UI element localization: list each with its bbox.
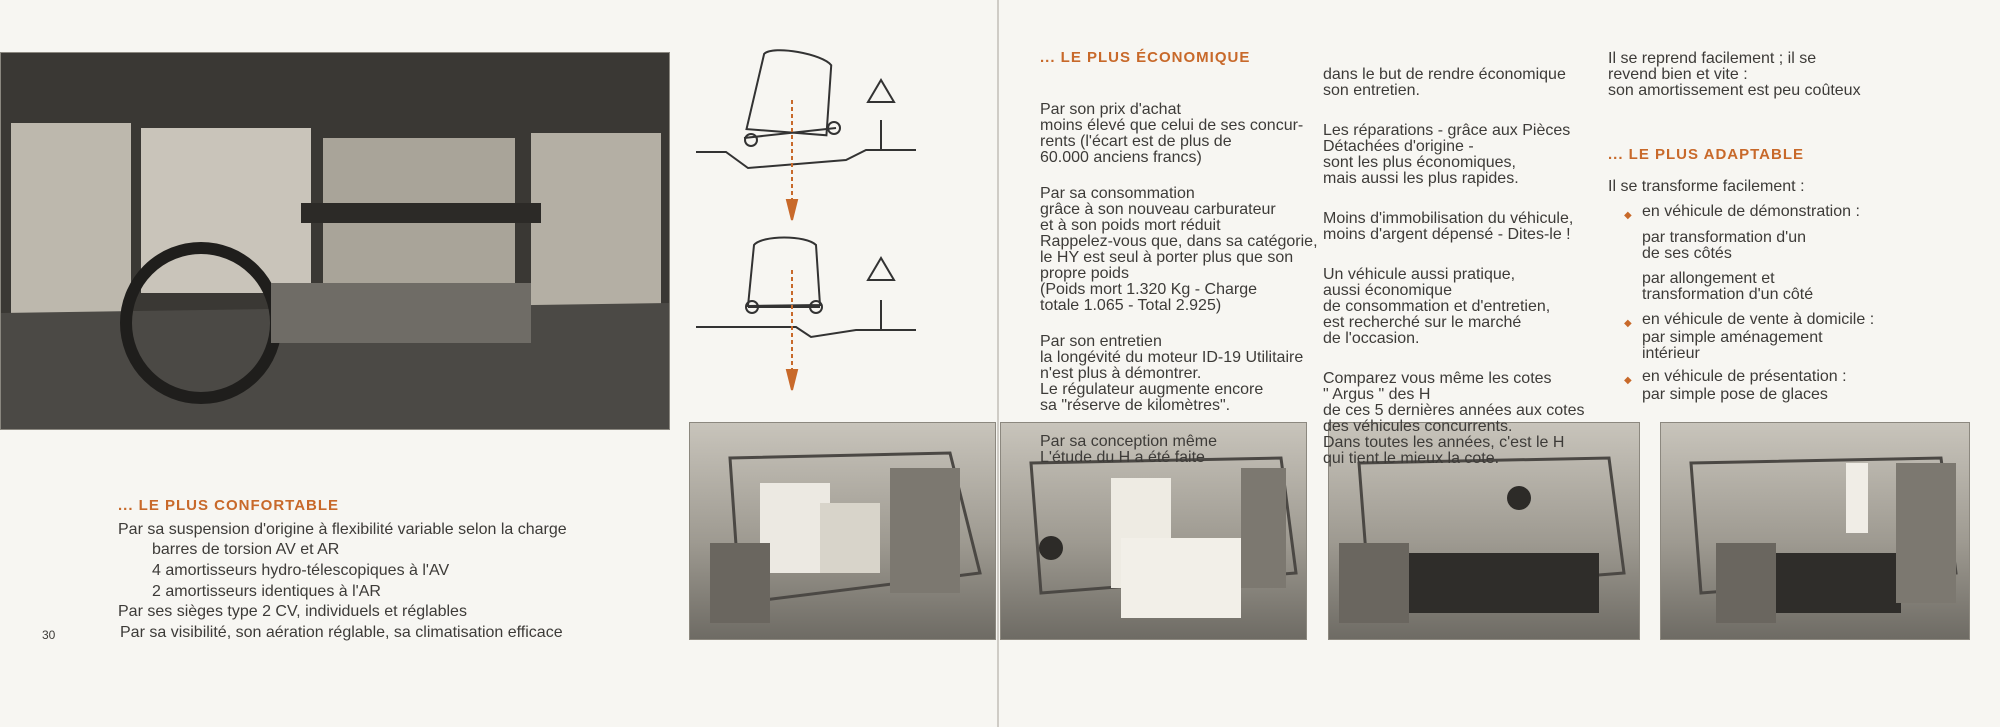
comfort-line-3: 4 amortisseurs hydro-télescopiques à l'AV (152, 562, 450, 579)
paragraph: Par son entretien la longévité du moteur ID-19 Utilitaire n'est plus à démontrer. Le régulateur augmente encore sa "réserve de kilomètres". (1040, 333, 1304, 414)
cab-interior-photo (0, 52, 670, 430)
paragraph: Comparez vous même les cotes " Argus " des H de ces 5 dernières années aux cotes des véhicules concurrents. Dans toutes les années, c'est le H qui tient le mieux la cote. (1323, 370, 1585, 467)
page-number: 30 (42, 628, 56, 642)
list-sub-item: par simple pose de glaces (1642, 386, 1828, 403)
list-sub-item: par transformation d'un de ses côtés (1642, 229, 1807, 262)
comfort-line-4: 2 amortisseurs identiques à l'AR (152, 583, 381, 600)
comfort-line-5: Par ses sièges type 2 CV, individuels et réglables (118, 603, 467, 620)
comfort-heading: ... LE PLUS CONFORTABLE (118, 497, 340, 514)
list-sub-item: par simple aménagement intérieur (1642, 329, 1823, 362)
paragraph: dans le but de rendre économique son entretien. (1323, 66, 1566, 99)
paragraph: Un véhicule aussi pratique, aussi économique de consommation et d'entretien, est recherché sur le marché de l'occasion. (1323, 266, 1551, 347)
paragraph: Les réparations - grâce aux Pièces Détachées d'origine - sont les plus économiques, mais aussi les plus rapides. (1323, 122, 1571, 187)
paragraph: Par son prix d'achat moins élevé que celui de ses concur- rents (l'écart est de plus de 60.000 anciens francs) (1040, 101, 1304, 166)
book-spine (997, 0, 999, 727)
comfort-line-6: Par sa visibilité, son aération réglable, sa climatisation efficace (120, 624, 563, 641)
economic-column (1040, 86, 1320, 486)
comfort-line-2: barres de torsion AV et AR (152, 541, 340, 558)
economic-heading: ... LE PLUS ÉCONOMIQUE (1040, 49, 1251, 66)
list-item: ◆ en véhicule de démonstration : (1642, 202, 1860, 222)
adaptable-lead: Il se transforme facilement : (1608, 178, 1805, 195)
van-photo-1 (689, 422, 996, 640)
resale-paragraph: Il se reprend facilement ; il se revend bien et vite : son amortissement est peu coûteux (1608, 50, 1861, 99)
economic-column-2 (1323, 51, 1603, 487)
suspension-diagram (696, 40, 926, 410)
van-photo-4 (1660, 422, 1970, 640)
paragraph: Par sa consommation grâce à son nouveau carburateur et à son poids mort réduit Rappelez-vous que, dans sa catégorie, le HY est seul à porter plus que son propre poids (Poids mort 1.320 Kg - Charge totale 1.065 - Total 2.925) (1040, 185, 1318, 314)
paragraph: Par sa conception même L'étude du H a été faite (1040, 433, 1217, 466)
list-item: ◆ en véhicule de présentation : (1642, 367, 1847, 387)
list-sub-item: par allongement et transformation d'un côté (1642, 270, 1814, 303)
adaptable-heading: ... LE PLUS ADAPTABLE (1608, 146, 1805, 163)
comfort-line-1: Par sa suspension d'origine à flexibilité variable selon la charge (118, 521, 567, 538)
paragraph: Moins d'immobilisation du véhicule, moins d'argent dépensé - Dites-le ! (1323, 210, 1574, 243)
list-item: ◆ en véhicule de vente à domicile : (1642, 310, 1874, 330)
